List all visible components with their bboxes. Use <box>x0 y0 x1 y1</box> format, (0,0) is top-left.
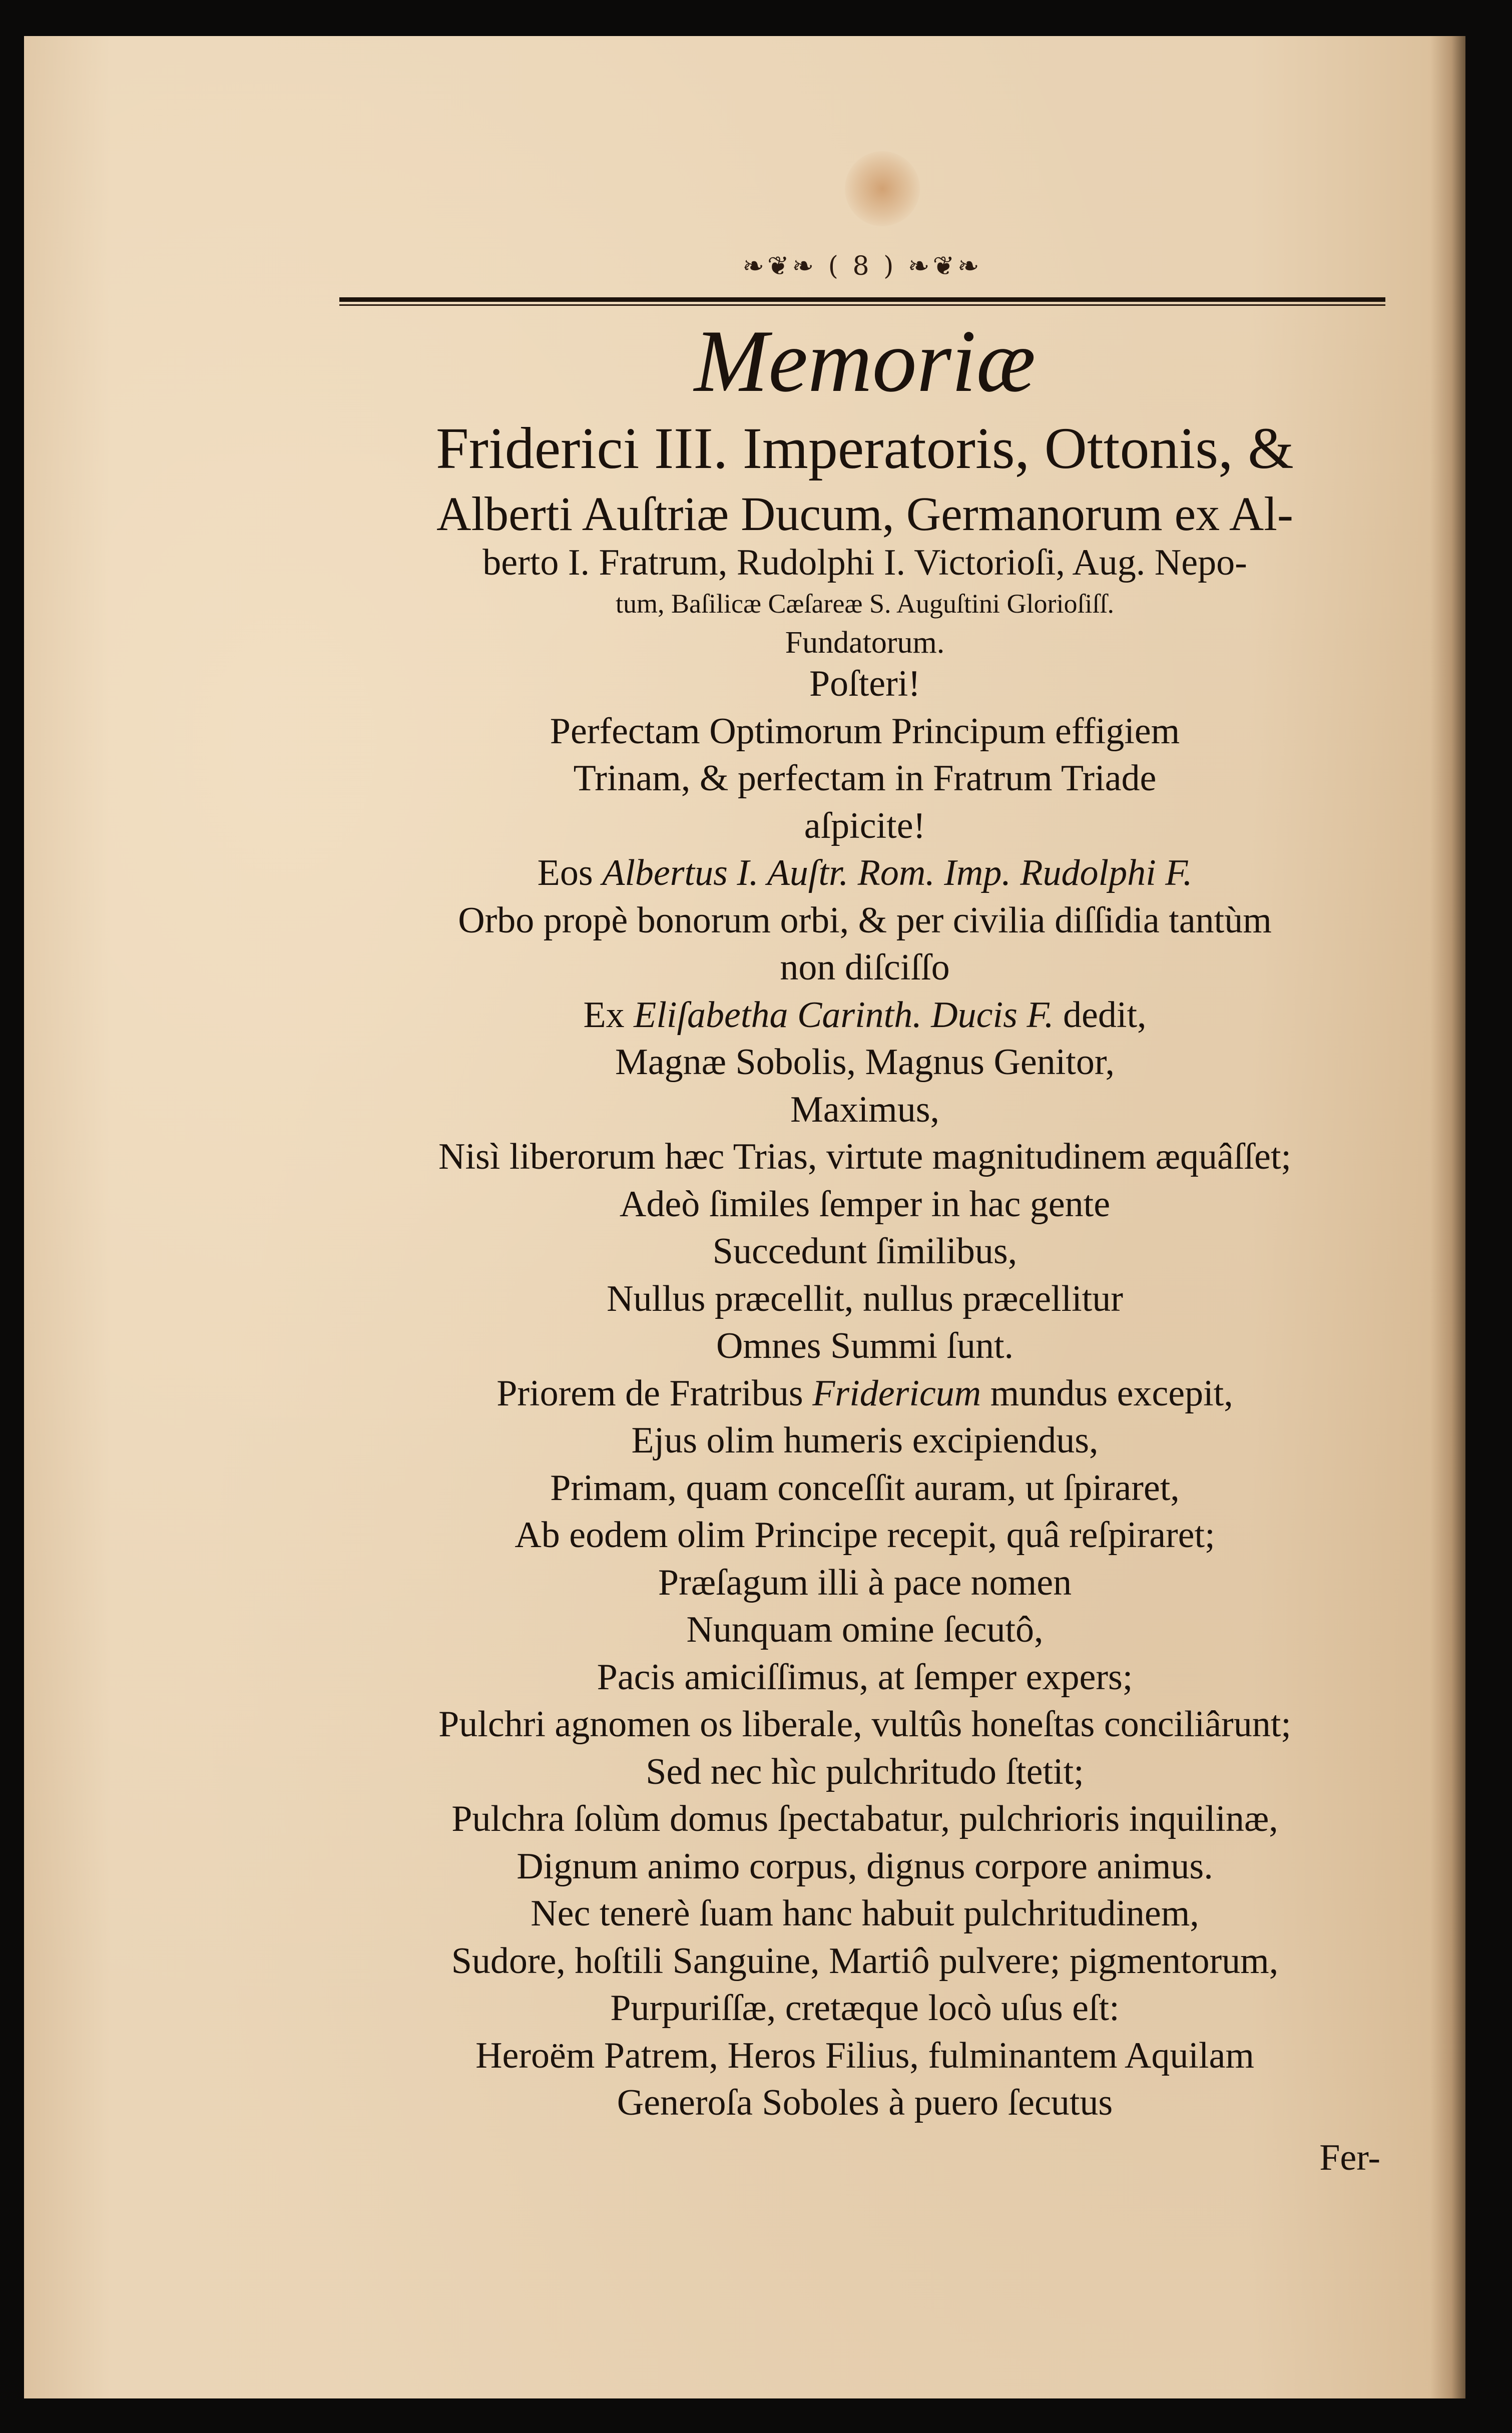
ornament-left-icon: ❧❦❧ <box>742 251 817 281</box>
body-line-text: Ex <box>583 994 634 1036</box>
body-line: Ejus olim humeris excipiendus, <box>631 1420 1099 1461</box>
body-line: Omnes Summi ſunt. <box>716 1325 1014 1366</box>
body-line: Nunquam omine ſecutô, <box>686 1609 1044 1650</box>
body-line: Poſteri! <box>809 663 920 704</box>
page-title: Memoriæ <box>694 311 1036 410</box>
body-line <box>334 1372 1395 1422</box>
heading-line: berto I. Fratrum, Rudolphi I. Victorioſi, Aug. Nepo- <box>482 542 1247 583</box>
body-line-text: mundus excepit, <box>981 1372 1233 1414</box>
body-line <box>334 994 1395 1044</box>
body-line: Orbo propè bonorum orbi, & per civilia diſſidia tantùm <box>458 899 1272 941</box>
body-line: Succedunt ſimilibus, <box>712 1231 1018 1272</box>
body-line-text: dedit, <box>1054 994 1147 1036</box>
heading-line: Fundatorum. <box>785 626 945 660</box>
body-line: Magnæ Sobolis, Magnus Genitor, <box>615 1042 1115 1083</box>
body-line: Ab eodem olim Principe recepit, quâ reſpiraret; <box>515 1515 1215 1556</box>
body-line: Generoſa Soboles à puero ſecutus <box>617 2082 1113 2123</box>
header-rule <box>339 297 1385 302</box>
body-line <box>334 854 1395 902</box>
body-line-italic: Fridericum <box>812 1372 981 1414</box>
heading-line: Friderici III. Imperatoris, Ottonis, & <box>436 415 1294 481</box>
body-text <box>334 665 1395 2132</box>
body-line: Pulchri agnomen os liberale, vultûs honeſtas conciliârunt; <box>438 1704 1291 1745</box>
ornament-right-icon: ❧❦❧ <box>907 251 982 281</box>
body-line-italic: Albertus I. Auſtr. Rom. Imp. Rudolphi F. <box>602 852 1193 893</box>
body-line: Præſagum illi à pace nomen <box>658 1562 1072 1603</box>
heading-line: Alberti Auſtriæ Ducum, Germanorum ex Al- <box>436 487 1293 541</box>
body-line: Perfectam Optimorum Principum effigiem <box>550 710 1180 752</box>
body-line: aſpicite! <box>804 805 926 846</box>
body-line: non diſciſſo <box>780 947 950 988</box>
page-number: ( 8 ) <box>828 251 897 281</box>
body-line: Dignum animo corpus, dignus corpore animus. <box>517 1845 1213 1887</box>
body-line: Sed nec hìc pulchritudo ſtetit; <box>646 1751 1084 1792</box>
book-page <box>24 36 1465 2398</box>
text-block <box>334 306 1395 2182</box>
body-line-italic: Eliſabetha Carinth. Ducis F. <box>634 994 1054 1036</box>
body-line: Trinam, & perfectam in Fratrum Triade <box>573 758 1157 799</box>
body-line: Nisì liberorum hæc Trias, virtute magnitudinem æquâſſet; <box>438 1136 1291 1177</box>
body-line: Sudore, hoſtili Sanguine, Martiô pulvere; pigmentorum, <box>451 1940 1279 1982</box>
body-line: Maximus, <box>790 1089 940 1130</box>
body-line-text: Eos <box>537 852 603 893</box>
body-line: Pulchra ſolùm domus ſpectabatur, pulchrioris inquilinæ, <box>451 1798 1278 1839</box>
page-gutter-shadow <box>1430 36 1465 2398</box>
body-line: Adeò ſimiles ſemper in hac gente <box>619 1183 1111 1225</box>
header-ornament <box>339 251 1385 281</box>
paper-stain <box>845 151 920 226</box>
body-line: Heroëm Patrem, Heros Filius, fulminantem Aquilam <box>475 2035 1254 2076</box>
body-line: Purpuriſſæ, cretæque locò uſus eſt: <box>610 1988 1120 2029</box>
body-line: Nullus præcellit, nullus præcellitur <box>607 1278 1123 1319</box>
body-line: Nec tenerè ſuam hanc habuit pulchritudinem, <box>531 1893 1199 1934</box>
heading-line: tum, Baſilicæ Cæſareæ S. Auguſtini Glorioſiſſ. <box>615 589 1115 619</box>
body-line-text: Priorem de Fratribus <box>496 1372 813 1414</box>
body-line: Pacis amiciſſimus, at ſemper expers; <box>597 1656 1133 1698</box>
body-line: Primam, quam conceſſit auram, ut ſpiraret, <box>550 1467 1180 1509</box>
catchword: Fer- <box>1319 2137 1380 2178</box>
